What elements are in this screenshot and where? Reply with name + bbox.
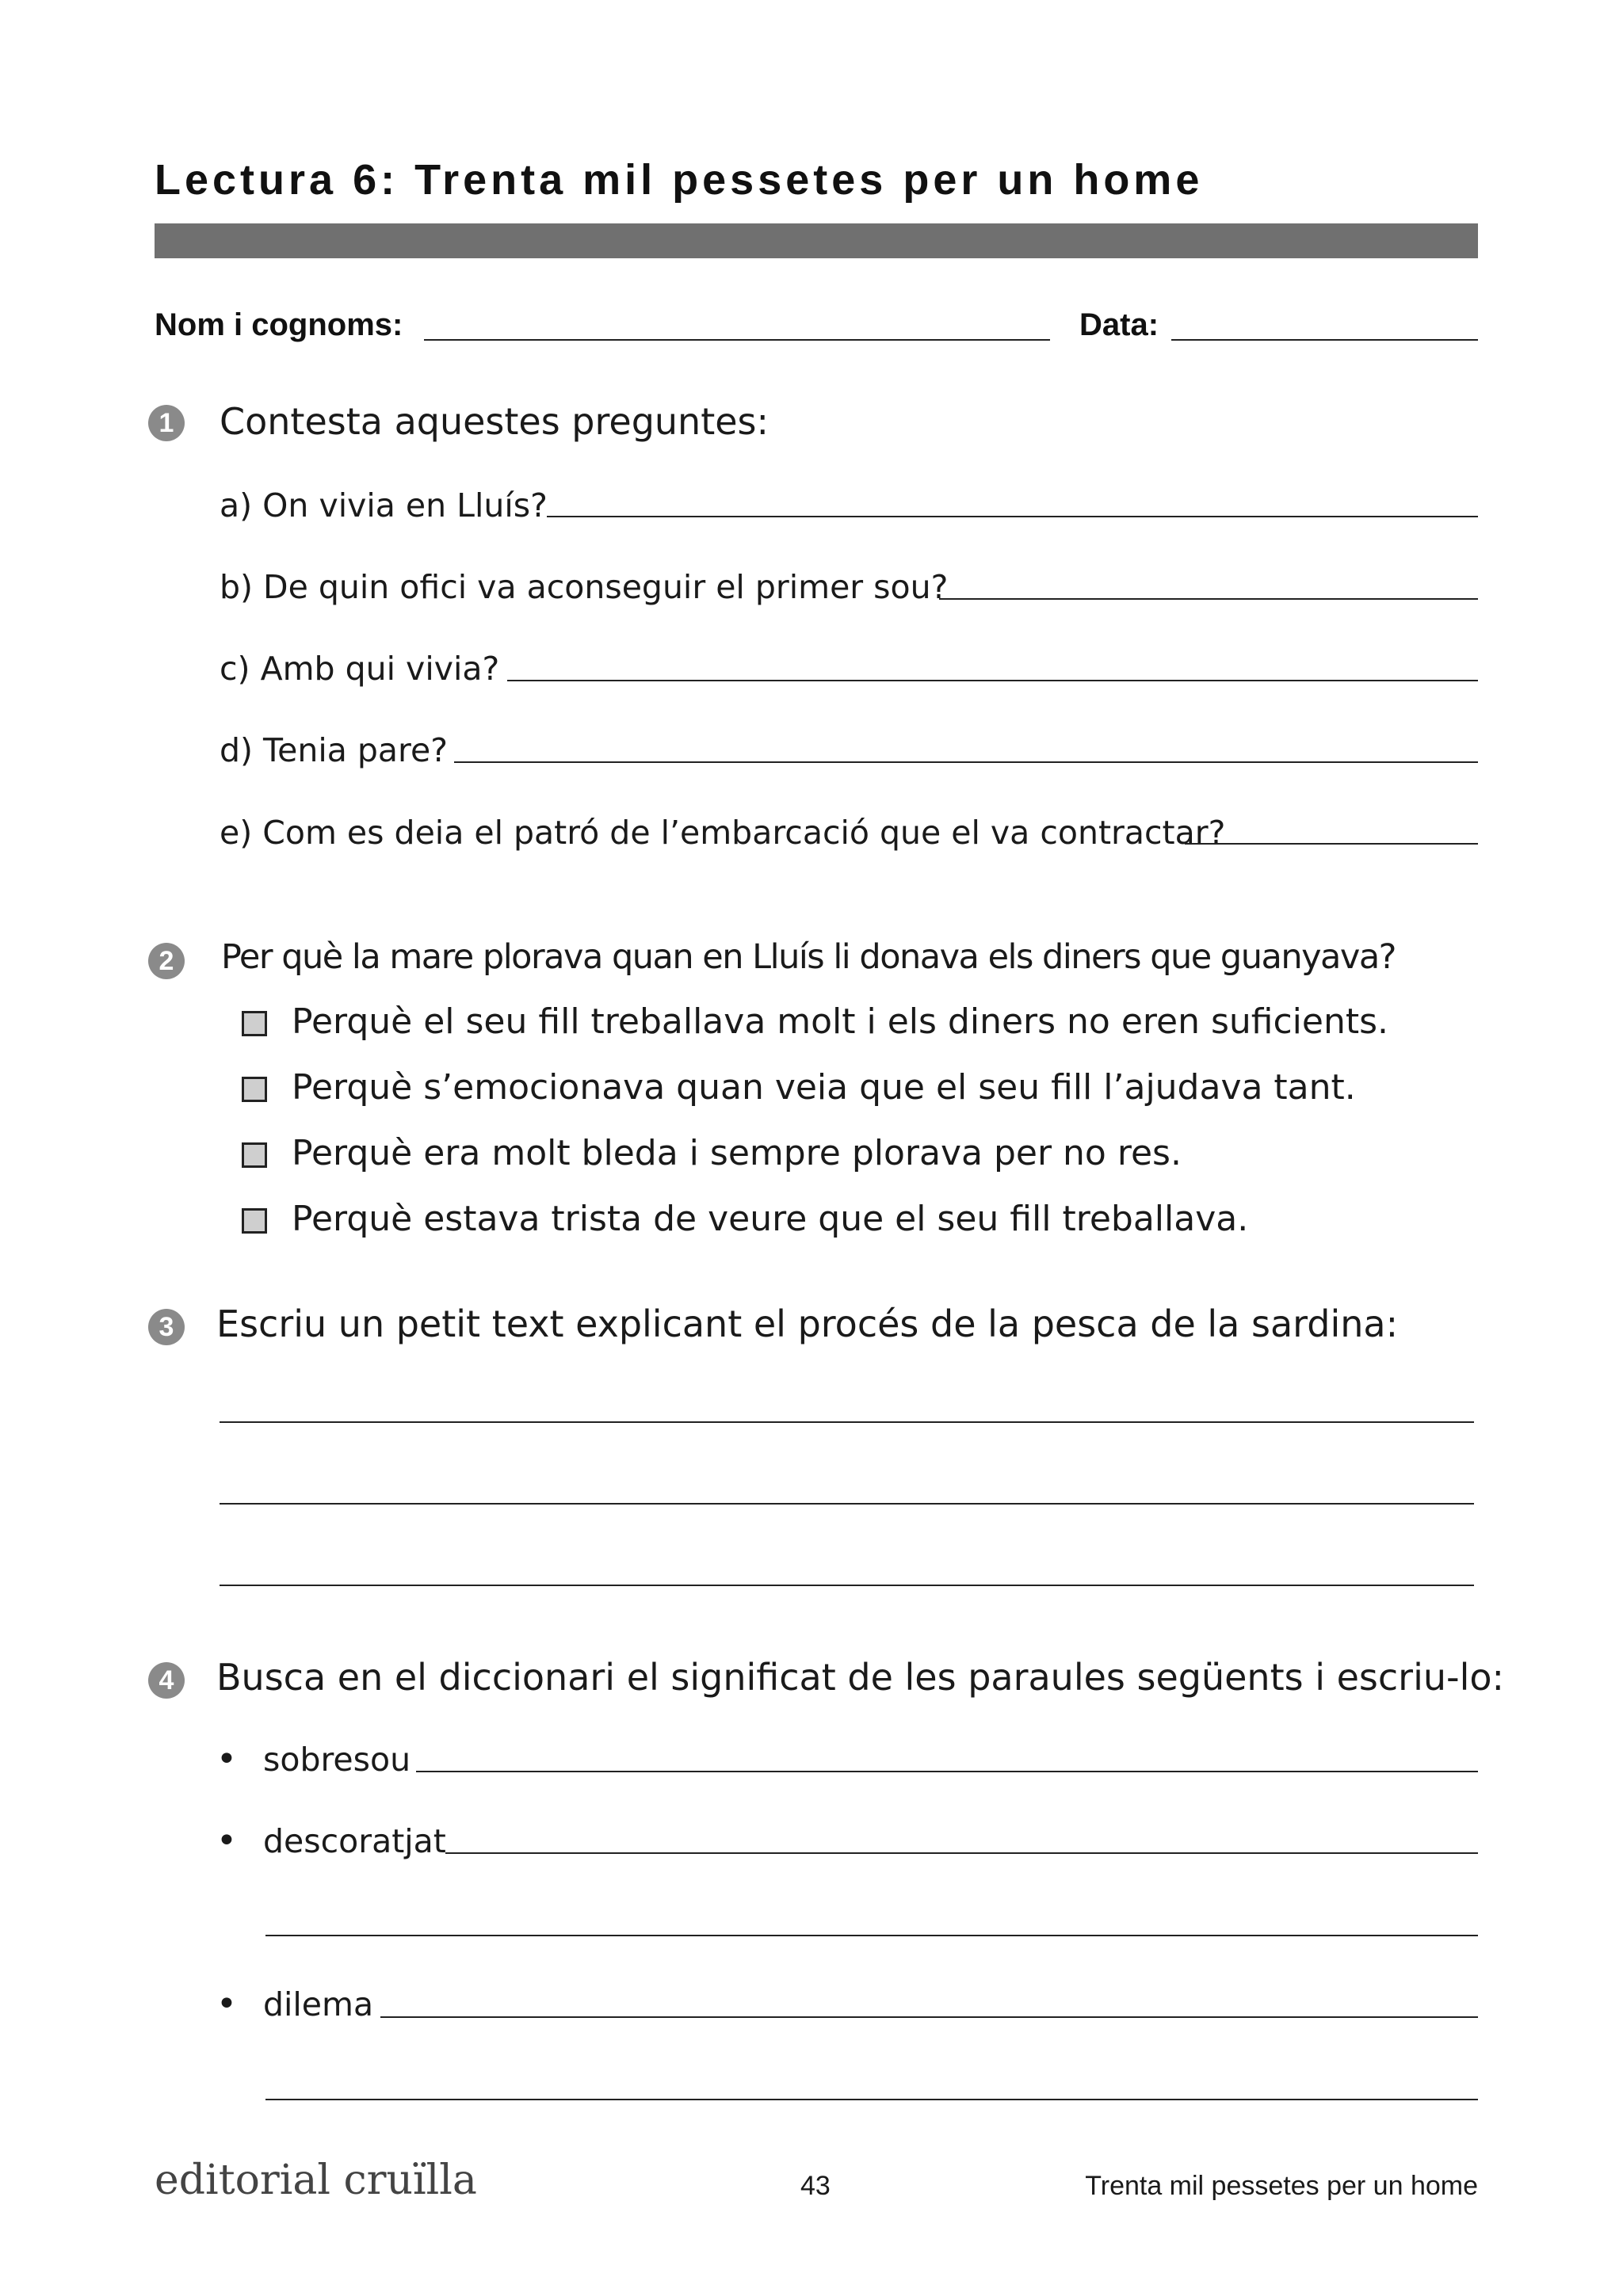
q1-item-d: d) Tenia pare? — [220, 731, 448, 769]
q1-answer-line-b[interactable] — [939, 598, 1478, 600]
page-number: 43 — [800, 2171, 831, 2201]
name-field[interactable] — [424, 339, 1050, 341]
question-3-prompt: Escriu un petit text explicant el procés de la pesca de la sardina: — [216, 1302, 1399, 1345]
q3-answer-line-2[interactable] — [220, 1503, 1474, 1505]
footer-book-title: Trenta mil pessetes per un home — [1085, 2171, 1478, 2201]
q2-option-4-label: Perquè estava trista de veure que el seu fill treballava. — [292, 1199, 1249, 1239]
q2-option-3-checkbox[interactable] — [242, 1142, 267, 1168]
q4-answer-line-1[interactable] — [416, 1771, 1478, 1772]
bullet-icon: • — [216, 1821, 237, 1861]
page-title: Lectura 6: Trenta mil pessetes per un home — [155, 156, 1204, 204]
title-bar — [155, 223, 1478, 258]
q1-answer-line-e[interactable] — [1185, 843, 1478, 845]
q1-answer-line-c[interactable] — [507, 680, 1478, 681]
question-4-number: 4 — [148, 1662, 185, 1699]
q4-answer-line-3b[interactable] — [265, 2099, 1478, 2100]
q4-answer-line-2b[interactable] — [265, 1935, 1478, 1936]
question-4-prompt: Busca en el diccionari el significat de les paraules següents i escriu-lo: — [216, 1656, 1505, 1699]
question-3-number: 3 — [148, 1309, 185, 1345]
q2-option-1-label: Perquè el seu fill treballava molt i els diners no eren suficients. — [292, 1001, 1389, 1042]
q2-option-3-label: Perquè era molt bleda i sempre plorava per no res. — [292, 1133, 1182, 1173]
q3-answer-line-1[interactable] — [220, 1421, 1474, 1423]
q4-word-2: descoratjat — [263, 1822, 446, 1860]
q1-item-a: a) On vivia en Lluís? — [220, 486, 548, 524]
question-1-number: 1 — [148, 405, 185, 441]
q1-item-e: e) Com es deia el patró de l’embarcació que el va contractar? — [220, 814, 1226, 852]
q4-answer-line-2a[interactable] — [445, 1852, 1478, 1854]
question-2-number: 2 — [148, 943, 185, 979]
q4-word-3: dilema — [263, 1985, 374, 2023]
q2-option-1-checkbox[interactable] — [242, 1011, 267, 1036]
q1-item-c: c) Amb qui vivia? — [220, 650, 500, 688]
publisher-logo: editorial cruïlla — [155, 2157, 477, 2204]
q2-option-2-checkbox[interactable] — [242, 1077, 267, 1102]
q4-answer-line-3a[interactable] — [380, 2016, 1478, 2018]
date-label: Data: — [1079, 307, 1159, 342]
bullet-icon: • — [216, 1739, 237, 1779]
date-field[interactable] — [1171, 339, 1478, 341]
question-2-prompt: Per què la mare plorava quan en Lluís li donava els diners que guanyava? — [221, 937, 1396, 977]
q1-answer-line-d[interactable] — [454, 761, 1478, 763]
q2-option-4-checkbox[interactable] — [242, 1208, 267, 1234]
q1-item-b: b) De quin ofici va aconseguir el primer sou? — [220, 568, 949, 606]
bullet-icon: • — [216, 1984, 237, 2024]
q3-answer-line-3[interactable] — [220, 1585, 1474, 1586]
name-label: Nom i cognoms: — [155, 307, 403, 342]
question-1-prompt: Contesta aquestes preguntes: — [220, 400, 769, 443]
q1-answer-line-a[interactable] — [547, 516, 1478, 517]
q2-option-2-label: Perquè s’emocionava quan veia que el seu fill l’ajudava tant. — [292, 1067, 1356, 1108]
q4-word-1: sobresou — [263, 1741, 411, 1779]
